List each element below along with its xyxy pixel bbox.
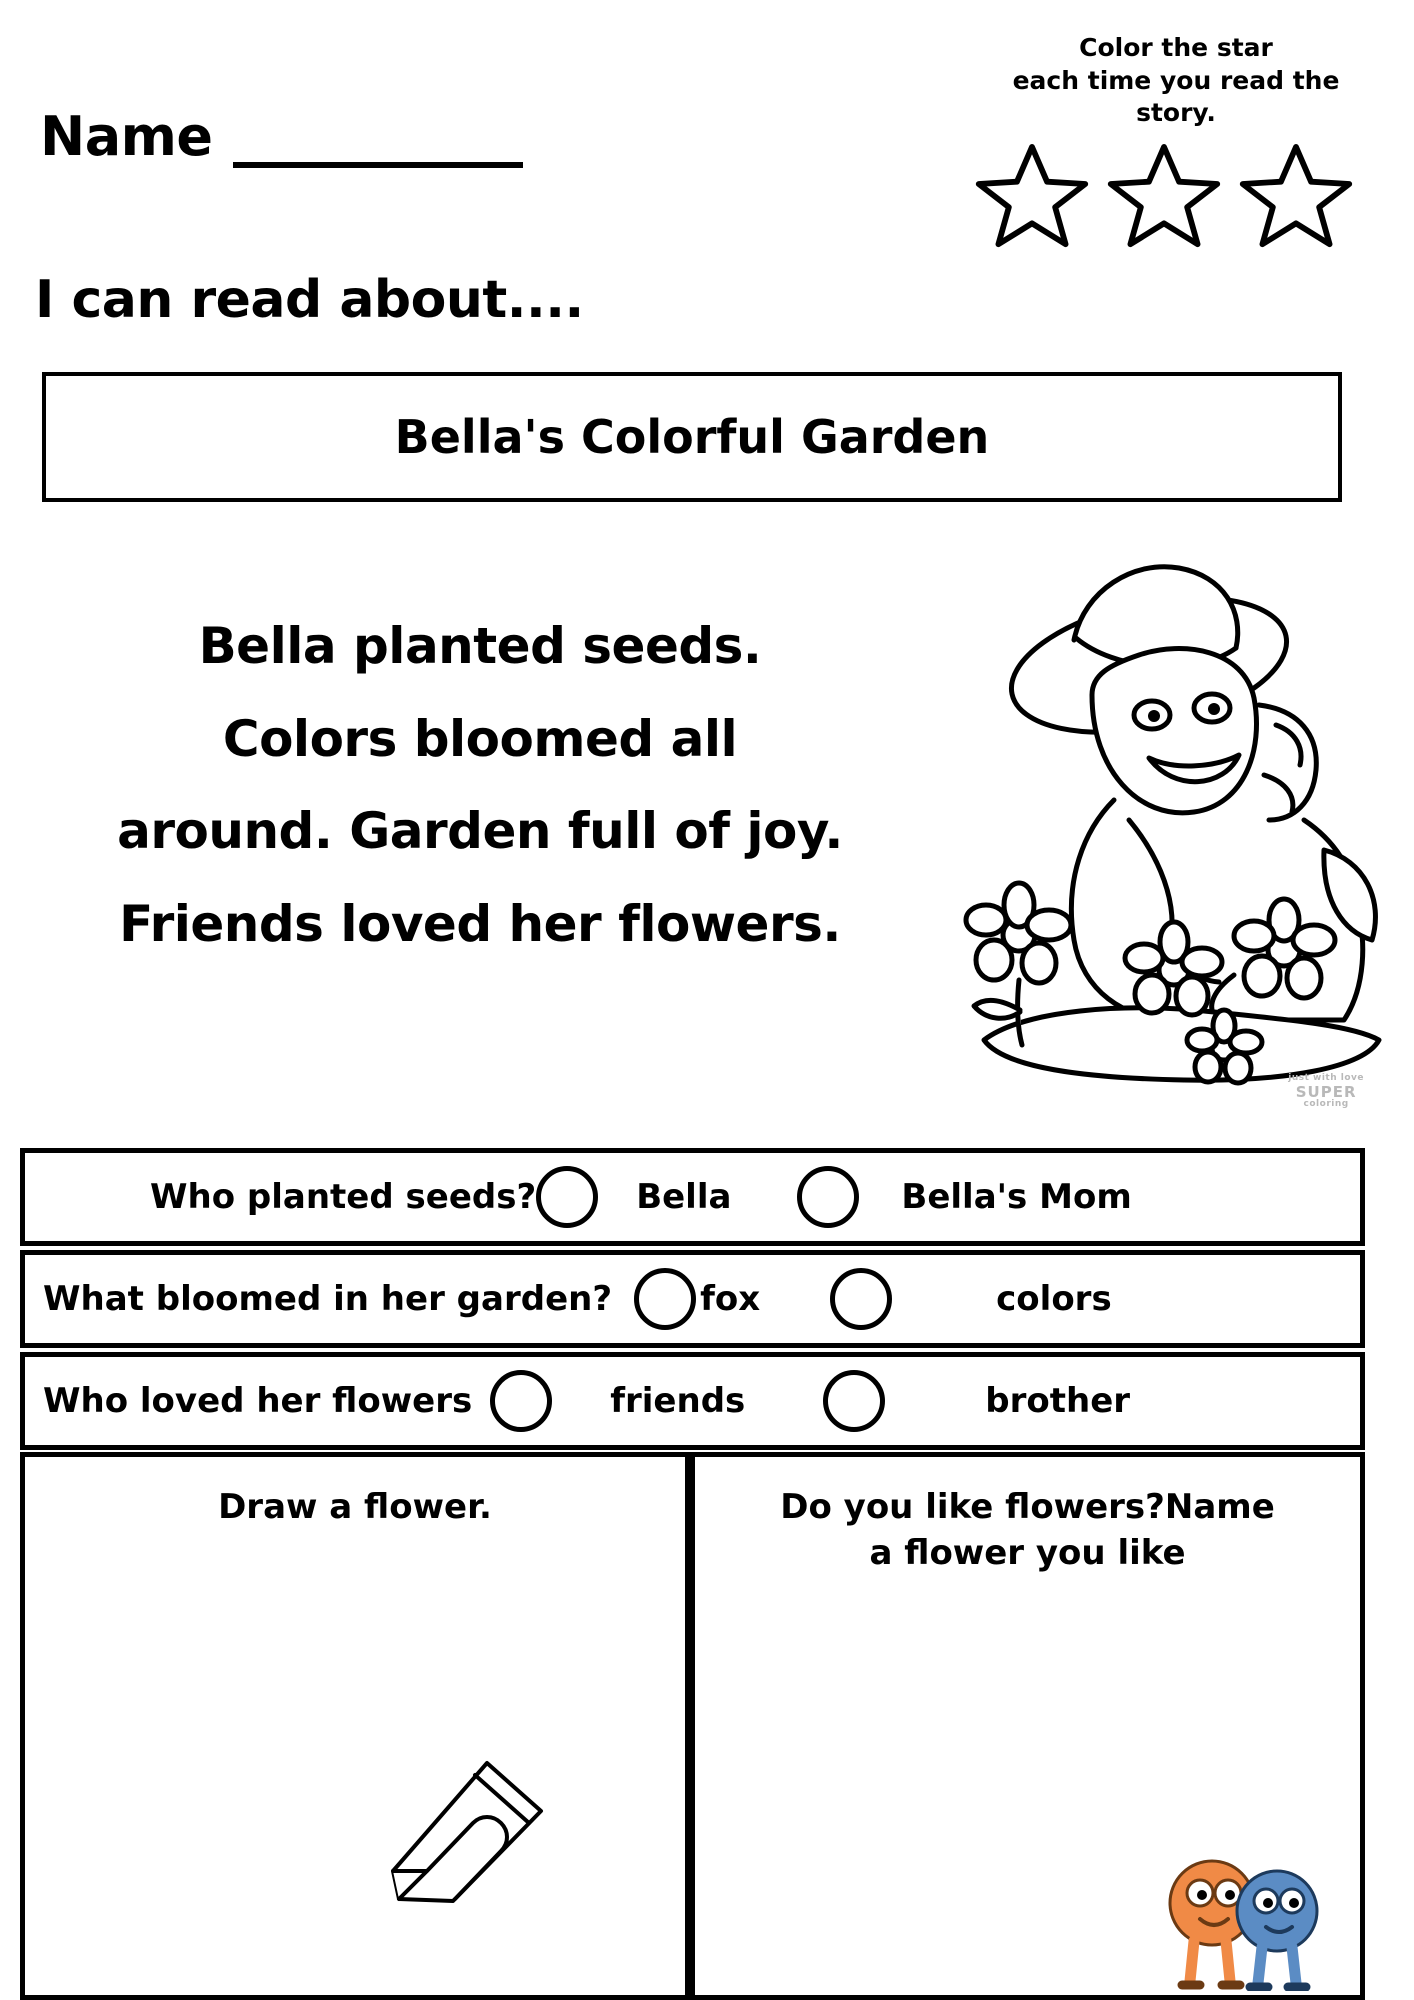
opinion-question-title (695, 1485, 1360, 1577)
answer-option-2: Bella's Mom (901, 1177, 1132, 1217)
watermark-line2: SUPER (1295, 1082, 1357, 1101)
opinion-question-line2: a flower you like (869, 1532, 1186, 1573)
answer-option-2: colors (996, 1279, 1112, 1319)
watermark-line1: just with love (1288, 1072, 1364, 1083)
story-text (30, 600, 930, 970)
star-instructions-line1: Color the star (1079, 33, 1273, 62)
question-prompt: Who planted seeds? (150, 1177, 537, 1217)
mascot-characters-logo (1142, 1841, 1342, 1995)
name-label: Name (40, 105, 213, 168)
answer-bubble-1[interactable] (536, 1166, 598, 1228)
answer-bubble-2[interactable] (823, 1370, 885, 1432)
draw-flower-title: Draw a flower. (218, 1487, 492, 1527)
answer-bubble-1[interactable] (490, 1370, 552, 1432)
question-prompt: Who loved her flowers (43, 1381, 473, 1421)
answer-option-2: brother (985, 1381, 1131, 1421)
story-line-4: Friends loved her flowers. (119, 894, 841, 953)
story-line-1: Bella planted seeds. (198, 617, 762, 675)
girl-gardening-illustration (924, 520, 1394, 1120)
star-icon[interactable] (1104, 140, 1224, 250)
answer-bubble-1[interactable] (634, 1268, 696, 1330)
answer-option-1: Bella (636, 1177, 732, 1217)
watermark-line3: coloring (1303, 1099, 1349, 1110)
opinion-question-panel[interactable] (690, 1452, 1365, 2000)
answer-bubble-2[interactable] (830, 1268, 892, 1330)
star-icon[interactable] (972, 140, 1092, 250)
answer-option-1: fox (700, 1279, 761, 1319)
stars-row (956, 140, 1356, 250)
story-line-2: Colors bloomed all (222, 709, 738, 768)
name-line (40, 105, 523, 168)
star-instructions (986, 32, 1366, 130)
story-title: Bella's Colorful Garden (394, 410, 990, 464)
story-title-box (42, 372, 1342, 502)
read-about-label: I can read about.... (35, 270, 584, 330)
name-input-blank[interactable] (233, 122, 523, 168)
story-line-3: around. Garden full of joy. (117, 802, 843, 860)
draw-flower-panel[interactable] (20, 1452, 690, 2000)
question-row-1 (20, 1148, 1365, 1246)
opinion-question-line1: Do you like flowers?Name (780, 1487, 1275, 1527)
crayon-icon (375, 1751, 555, 1915)
answer-option-1: friends (610, 1381, 746, 1421)
question-row-3 (20, 1352, 1365, 1450)
watermark (1288, 1074, 1364, 1110)
star-instructions-line2: each time you read the story. (1012, 65, 1340, 127)
star-icon[interactable] (1236, 140, 1356, 250)
question-row-2 (20, 1250, 1365, 1348)
question-prompt: What bloomed in her garden? (43, 1279, 613, 1319)
answer-bubble-2[interactable] (797, 1166, 859, 1228)
